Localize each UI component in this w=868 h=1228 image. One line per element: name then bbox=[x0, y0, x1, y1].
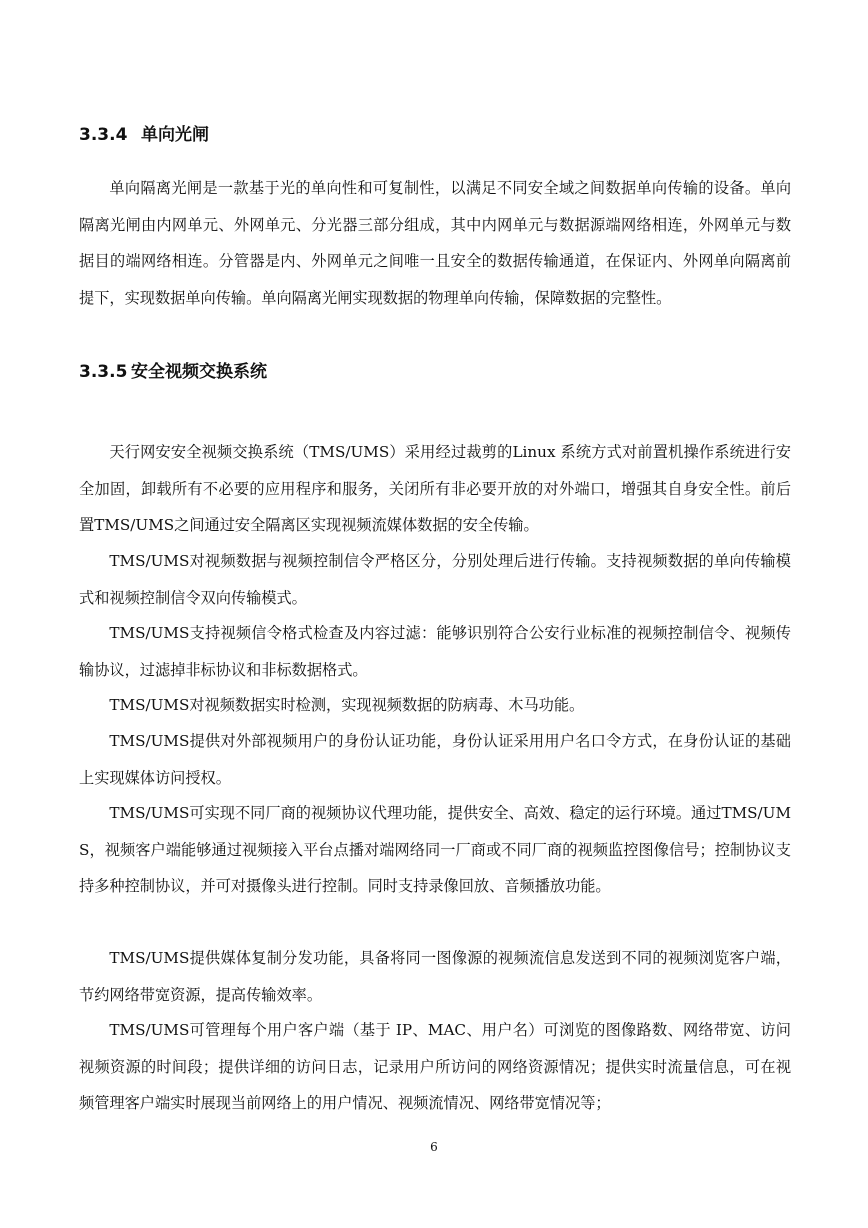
section-title: 安全视频交换系统 bbox=[131, 362, 267, 382]
paragraph: TMS/UMS对视频数据实时检测，实现视频数据的防病毒、木马功能。 bbox=[109, 696, 585, 714]
section-number: 3.3.4 bbox=[79, 125, 128, 145]
section-title: 单向光闸 bbox=[141, 125, 209, 145]
paragraph: TMS/UMS支持视频信令格式检查及内容过滤：能够识别符合公安行业标准的视频控制信令、视频传输协议，过滤掉非标协议和非标数据格式。 bbox=[79, 624, 791, 679]
paragraph: TMS/UMS对视频数据与视频控制信令严格区分，分别处理后进行传输。支持视频数据的单向传输模式和视频控制信令双向传输模式。 bbox=[79, 552, 791, 607]
paragraph: 天行网安安全视频交换系统（TMS/UMS）采用经过裁剪的Linux 系统方式对前置机操作系统进行安全加固，卸载所有不必要的应用程序和服务，关闭所有非必要开放的对外端口，增强其自身安全性。前后置TMS/UMS之间通过安全隔离区实现视频流媒体数据的安全传输。 bbox=[79, 443, 791, 534]
section-number: 3.3.5 bbox=[79, 362, 128, 382]
paragraph: TMS/UMS提供对外部视频用户的身份认证功能，身份认证采用用户名口令方式，在身份认证的基础上实现媒体访问授权。 bbox=[79, 732, 791, 787]
section-heading-3-3-4 bbox=[79, 120, 209, 145]
page-number: 6 bbox=[430, 1140, 438, 1154]
paragraph: TMS/UMS可管理每个用户客户端（基于 IP、MAC、用户名）可浏览的图像路数、网络带宽、访问视频资源的时间段；提供详细的访问日志，记录用户所访问的网络资源情况；提供实时流量信息，可在视频管理客户端实时展现当前网络上的用户情况、视频流情况、网络带宽情况等； bbox=[79, 1021, 791, 1112]
paragraph: TMS/UMS提供媒体复制分发功能，具备将同一图像源的视频流信息发送到不同的视频浏览客户端，节约网络带宽资源，提高传输效率。 bbox=[79, 949, 791, 1004]
paragraph: TMS/UMS可实现不同厂商的视频协议代理功能，提供安全、高效、稳定的运行环境。通过TMS/UMS，视频客户端能够通过视频接入平台点播对端网络同一厂商或不同厂商的视频监控图像信号；控制协议支持多种控制协议，并可对摄像头进行控制。同时支持录像回放、音频播放功能。 bbox=[79, 804, 791, 895]
section-heading-3-3-5 bbox=[79, 357, 267, 382]
paragraph: 单向隔离光闸是一款基于光的单向性和可复制性，以满足不同安全域之间数据单向传输的设备。单向隔离光闸由内网单元、外网单元、分光器三部分组成，其中内网单元与数据源端网络相连，外网单元与数据目的端网络相连。分管器是内、外网单元之间唯一且安全的数据传输通道，在保证内、外网单向隔离前提下，实现数据单向传输。单向隔离光闸实现数据的物理单向传输，保障数据的完整性。 bbox=[79, 179, 791, 307]
